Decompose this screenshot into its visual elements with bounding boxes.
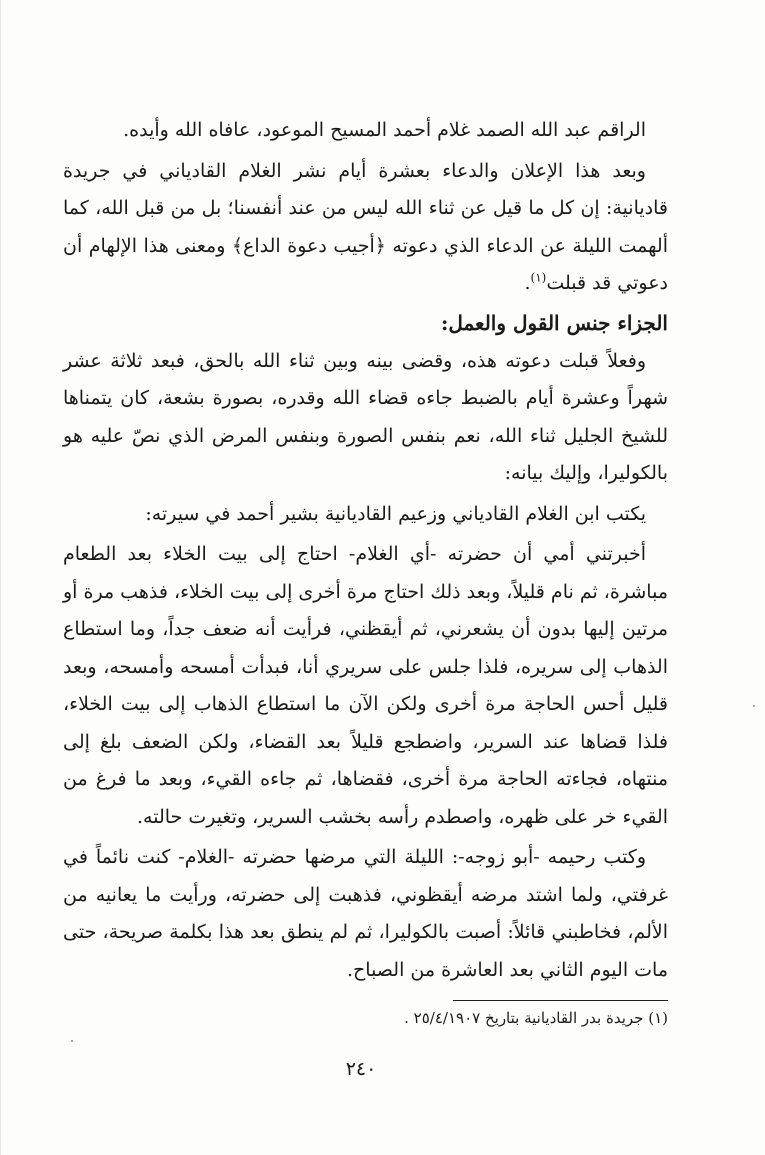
paragraph: وكتب رحيمه -أبو زوجه-: الليلة التي مرضها حضرته -الغلام- كنت نائماً في غرفتي، ولما اشتد مرضه أيقظوني، فذهبت إلى حضرته، ورأيت ما يعانيه من الألم، فخاطبني قائلاً: أصبت بالكوليرا، ثم لم ينطق بعد هذا بكلمة صريحة، حتى مات اليوم الثاني بعد العاشرة من الصباح.: [63, 846, 668, 981]
footnote: (١) جريدة بدر القاديانية بتاريخ ٢٥/٤/١٩٠٧ .: [404, 1009, 668, 1027]
scan-speck: [71, 1040, 73, 1042]
paragraph-text: وبعد هذا الإعلان والدعاء بعشرة أيام نشر الغلام القادياني في جريدة قاديانية: إن كل ما قيل عن ثناء الله ليس من عند أنفسنا؛ بل من قبل الله، كما ألهمت الليلة عن الدعاء الذي دعوته ﴿أجيب دعوة الداع﴾ ومعنى هذا الإلهام أن دعوتي قد قبلت: [63, 159, 668, 294]
paragraph: [63, 153, 668, 303]
scan-speck: [753, 705, 755, 707]
paragraph: الراقم عبد الله الصمد غلام أحمد المسيح الموعود، عافاه الله وأيده.: [123, 119, 646, 141]
main-text: [63, 112, 668, 989]
paragraph: أخبرتني أمي أن حضرته -أي الغلام- احتاج إلى بيت الخلاء بعد الطعام مباشرة، ثم نام قليلاً، وبعد ذلك احتاج مرة أخرى إلى بيت الخلاء، فذهب مرة أو مرتين إليها بدون أن يشعرني، ثم أيقظني، فرأيت أنه ضعف جداً، وما استطاع الذهاب إلى سريره، فلذا جلس على سريري أنا، فبدأت أمسحه وأمسحه، وبعد قليل أحس الحاجة مرة أخرى ولكن الآن ما استطاع الذهاب إلى بيت الخلاء، فلذا قضاها عند السرير، واضطجع قليلاً بعد القضاء، ولكن الضعف بلغ إلى منتهاه، فجاءته الحاجة مرة أخرى، فقضاها، ثم جاءه القيء، وبعد ما فرغ من القيء خر على ظهره، واصطدم رأسه بخشب السرير، وتغيرت حالته.: [63, 543, 668, 828]
footnote-marker: (١): [530, 270, 547, 285]
paragraph: يكتب ابن الغلام القادياني وزعيم القاديانية بشير أحمد في سيرته:: [145, 502, 646, 525]
footnote-divider: [453, 1000, 668, 1001]
section-heading: الجزاء جنس القول والعمل:: [440, 310, 668, 335]
paragraph: وفعلاً قبلت دعوته هذه، وقضى بينه وبين ثناء الله بالحق، فبعد ثلاثة عشر شهراً وعشرة أيام بالضبط جاءه قضاء الله وقدره، بصورة بشعة، كان يتمناها للشيخ الجليل ثناء الله، نعم بنفس الصورة وبنفس المرض الذي نصّ عليه هو بالكوليرا، وإليك بيانه:: [63, 349, 668, 484]
page-number: ٢٤٠: [345, 1058, 377, 1080]
paragraph-end: .: [524, 272, 531, 294]
